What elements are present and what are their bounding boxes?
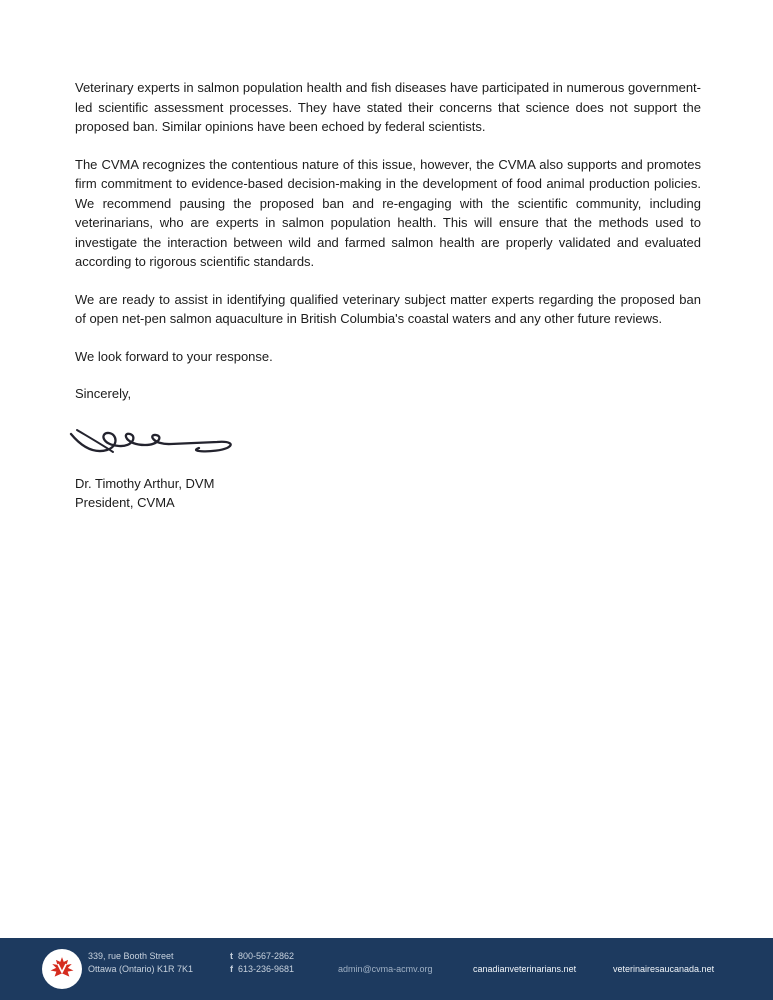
signature-scribble: [67, 412, 277, 464]
website-fr[interactable]: veterinairesaucanada.net: [613, 964, 715, 974]
fax-line: [230, 963, 294, 976]
signature-image: [67, 412, 277, 464]
maple-leaf-icon: [49, 956, 75, 982]
address-line-1: 339, rue Booth Street: [88, 951, 174, 961]
signer-title: President, CVMA: [75, 495, 175, 510]
footer-address: [88, 950, 193, 976]
paragraph-3: We are ready to assist in identifying qualified veterinary subject matter experts regarding the proposed ban of open net-pen salmon aquaculture in British Columbia's coastal waters and any other future reviews.: [75, 291, 701, 326]
footer-bar: [0, 938, 773, 1000]
paragraph-4: We look forward to your response.: [75, 348, 273, 364]
website-en[interactable]: canadianveterinarians.net: [473, 964, 577, 974]
footer-website-en-link[interactable]: [473, 963, 576, 976]
letter-body: [75, 78, 701, 513]
footer-phone-fax: [230, 950, 294, 976]
phone-label: t: [230, 951, 233, 961]
footer-website-fr-link[interactable]: [613, 963, 714, 976]
fax-number: 613-236-9681: [238, 964, 295, 974]
paragraph-1: Veterinary experts in salmon population health and fish diseases have participated in numerous government-led scientific assessment processes. They have stated their concerns that science does not support the proposed ban. Similar opinions have been echoed by federal scientists.: [75, 80, 701, 134]
fax-label: f: [230, 964, 233, 974]
email-address[interactable]: admin@cvma-acmv.org: [338, 964, 433, 974]
address-line-2: Ottawa (Ontario) K1R 7K1: [88, 964, 194, 974]
paragraph-2: The CVMA recognizes the contentious nature of this issue, however, the CVMA also supports and promotes firm commitment to evidence-based decision-making in the development of food animal production policies. We recommend pausing the proposed ban and re-engaging with the scientific community, including veterinarians, who are experts in salmon population health. This will ensure that the methods used to investigate the interaction between wild and farmed salmon health are properly validated and evaluated according to rigorous scientific standards.: [75, 156, 701, 269]
phone-number: 800-567-2862: [238, 951, 295, 961]
cvma-logo: [42, 949, 82, 989]
signature-block: [75, 474, 701, 513]
signer-name: Dr. Timothy Arthur, DVM: [75, 475, 215, 491]
phone-line: [230, 950, 294, 963]
closing-salutation: Sincerely,: [75, 386, 132, 401]
footer-email-link[interactable]: [338, 963, 433, 976]
